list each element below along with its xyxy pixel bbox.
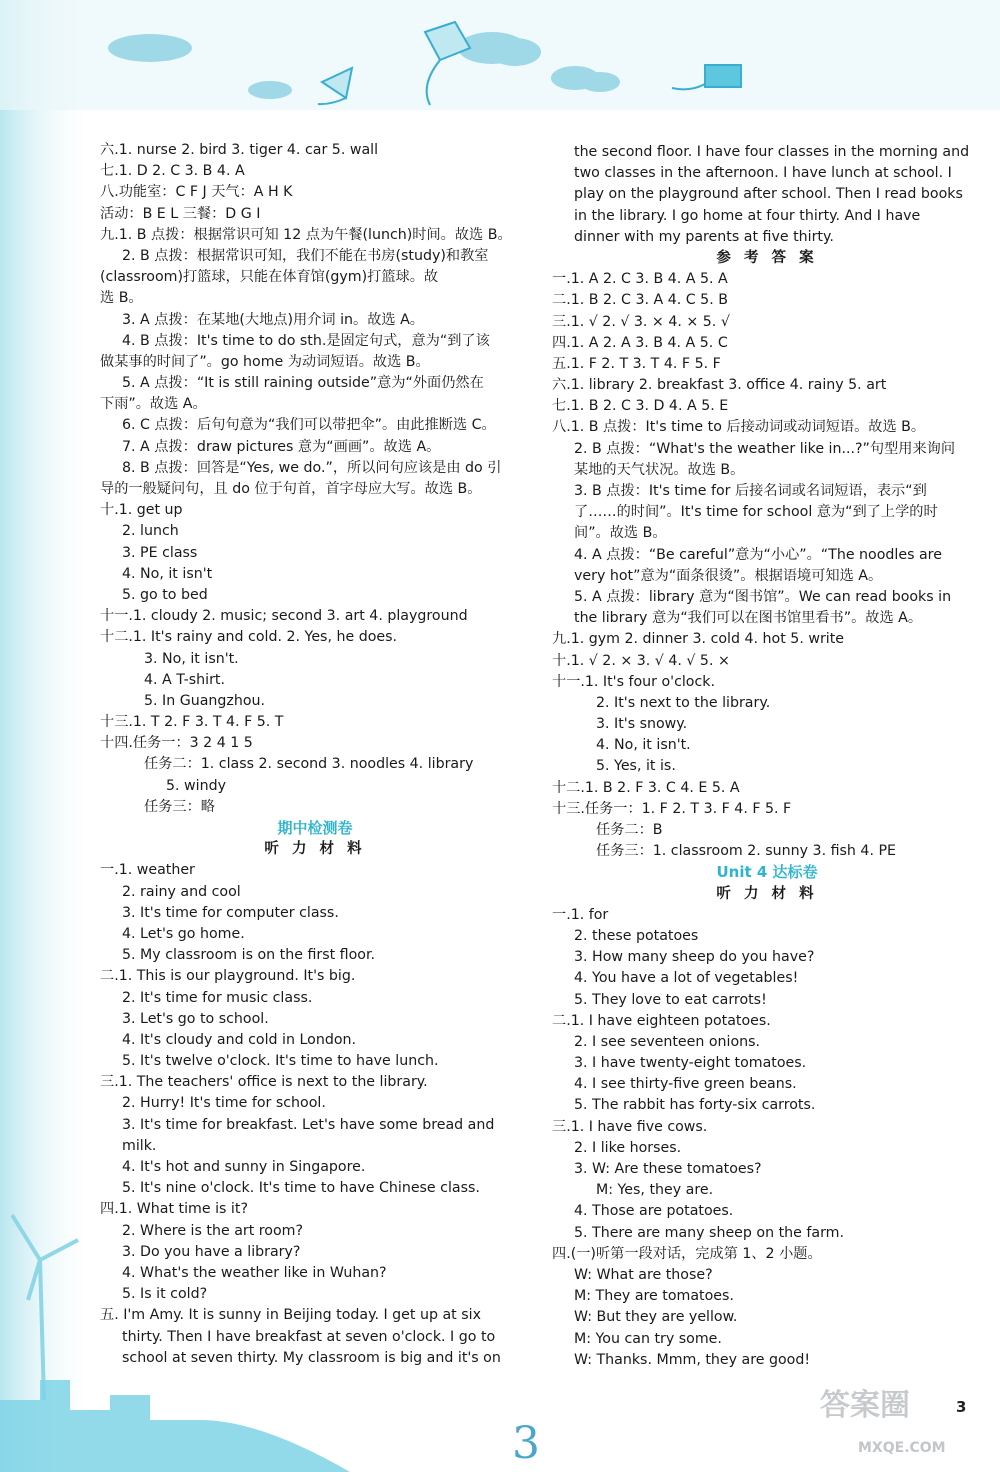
right-line: 听 力 材 料 [716, 885, 818, 902]
right-line: 3. W: Are these tomatoes? [574, 1161, 762, 1177]
right-line: 5. There are many sheep on the farm. [574, 1224, 844, 1241]
left-line: 活动：B E L 三餐：D G I [100, 205, 261, 222]
right-line: the second floor. I have four classes in the morning and [574, 144, 970, 160]
left-line: 任务二：1. class 2. second 3. noodles 4. library [144, 756, 474, 773]
left-line: 四.1. What time is it? [100, 1201, 248, 1218]
right-line: 5. Yes, it is. [596, 758, 676, 775]
left-line: 5. It's nine o'clock. It's time to have Chinese class. [122, 1180, 480, 1197]
left-line: 十三.1. T 2. F 3. T 4. F 5. T [100, 714, 284, 731]
right-line: 某地的天气状况。故选 B。 [574, 461, 745, 478]
left-line: 5. windy [166, 777, 226, 794]
left-line: 六.1. nurse 2. bird 3. tiger 4. car 5. wall [100, 142, 379, 158]
left-line: 一.1. weather [100, 862, 195, 879]
left-line: 5. My classroom is on the first floor. [122, 947, 376, 964]
right-line: 七.1. B 2. C 3. D 4. A 5. E [552, 398, 729, 415]
right-line: 2. these potatoes [574, 927, 699, 944]
left-line: 5. In Guangzhou. [144, 692, 266, 709]
left-line: 3. It's time for breakfast. Let's have some bread and [122, 1116, 495, 1133]
city-skyline [0, 1380, 350, 1472]
right-line: 六.1. library 2. breakfast 3. office 4. rainy 5. art [552, 377, 887, 394]
left-line: 4. No, it isn't [122, 565, 213, 582]
right-line: 任务三：1. classroom 2. sunny 3. fish 4. PE [596, 843, 896, 860]
left-line: 做某事的时间了”。go home 为动词短语。故选 B。 [100, 353, 430, 370]
right-line: 2. I like horses. [574, 1139, 682, 1156]
left-line: 九.1. B 点拨：根据常识可知 12 点为午餐(lunch)时间。故选 B。 [100, 226, 512, 243]
left-line: 3. PE class [122, 544, 198, 561]
watermark-logo: 答案圈 [820, 1388, 910, 1423]
right-line: two classes in the afternoon. I have lunch at school. I [574, 165, 952, 182]
right-line: W: Thanks. Mmm, they are good! [574, 1351, 811, 1368]
right-line: 4. Those are potatoes. [574, 1203, 734, 1220]
left-column [100, 140, 530, 1369]
right-line: 参 考 答 案 [716, 249, 818, 266]
left-line: 2. lunch [122, 523, 179, 540]
left-line: 下雨”。故选 A。 [100, 396, 207, 413]
right-line: 4. I see thirty-five green beans. [574, 1076, 797, 1093]
right-line: 5. The rabbit has forty-six carrots. [574, 1097, 816, 1114]
left-line: thirty. Then I have breakfast at seven o'clock. I go to [122, 1328, 496, 1345]
right-line: 4. No, it isn't. [596, 737, 691, 754]
right-line: 3. It's snowy. [596, 716, 688, 733]
left-line: 十一.1. cloudy 2. music; second 3. art 4. playground [100, 608, 468, 625]
left-line: 选 B。 [100, 290, 143, 307]
left-line: 十二.1. It's rainy and cold. 2. Yes, he does. [100, 629, 398, 646]
page-number: 3 [956, 1398, 967, 1416]
right-line: 4. A 点拨：“Be careful”意为“小心”。“The noodles are [574, 546, 942, 563]
left-line: 5. A 点拨：“It is still raining outside”意为“外面仍然在 [122, 375, 484, 392]
left-line: 十.1. get up [100, 502, 183, 519]
right-line: the library 意为“我们可以在图书馆里看书”。故选 A。 [574, 610, 923, 627]
right-line: 2. I see seventeen onions. [574, 1033, 761, 1050]
right-line: play on the playground after school. Then I read books [574, 186, 963, 203]
left-line: 4. It's cloudy and cold in London. [122, 1031, 357, 1048]
left-line: 4. Let's go home. [122, 925, 245, 942]
right-line: 3. B 点拨：It's time for 后接名词或名词短语，表示“到 [574, 483, 927, 499]
right-line: 3. I have twenty-eight tomatoes. [574, 1055, 807, 1072]
right-line: dinner with my parents at five thirty. [574, 228, 834, 245]
right-line: 任务二：B [596, 822, 663, 838]
watermark-url: MXQE.COM [858, 1440, 946, 1456]
right-line: 了……的时间”。It's time for school 意为“到了上学的时 [574, 504, 938, 521]
right-line: 一.1. A 2. C 3. B 4. A 5. A [552, 271, 728, 288]
right-line: Unit 4 达标卷 [716, 863, 818, 882]
left-line: 4. B 点拨：It's time to do sth.是固定句式，意为“到了该 [122, 332, 490, 349]
right-line: 四.1. A 2. A 3. B 4. A 5. C [552, 334, 728, 351]
left-line: milk. [122, 1137, 157, 1154]
left-line: 3. No, it isn't. [144, 650, 239, 667]
left-line: 5. It's twelve o'clock. It's time to have lunch. [122, 1053, 439, 1070]
right-line: 3. How many sheep do you have? [574, 949, 815, 966]
left-line: 3. A 点拨：在某地(大地点)用介词 in。故选 A。 [122, 311, 424, 328]
right-line: W: What are those? [574, 1266, 713, 1283]
left-line: school at seven thirty. My classroom is big and it's on [122, 1349, 501, 1366]
right-line: 5. They love to eat carrots! [574, 991, 767, 1008]
left-line: 五. I'm Amy. It is sunny in Beijing today. I get up at six [100, 1307, 481, 1324]
left-line: 5. Is it cold? [122, 1286, 208, 1303]
left-line: 6. C 点拨：后句句意为“我们可以带把伞”。由此推断选 C。 [122, 417, 496, 434]
left-line: 7. A 点拨：draw pictures 意为“画画”。故选 A。 [122, 438, 441, 455]
left-line: 3. Do you have a library? [122, 1243, 301, 1260]
right-line: in the library. I go home at four thirty. And I have [574, 207, 921, 224]
right-line: 十三.任务一：1. F 2. T 3. F 4. F 5. F [552, 800, 792, 817]
left-line: 导的一般疑问句，且 do 位于句首，首字母应大写。故选 B。 [100, 481, 482, 497]
right-line: 十一.1. It's four o'clock. [552, 673, 716, 690]
left-line: 任务三：略 [144, 798, 215, 815]
left-line: 十四.任务一：3 2 4 1 5 [100, 735, 253, 752]
right-line: 三.1. I have five cows. [552, 1118, 708, 1135]
right-line: 2. It's next to the library. [596, 694, 771, 711]
left-line: 2. Where is the art room? [122, 1222, 304, 1239]
right-line: 二.1. I have eighteen potatoes. [552, 1012, 771, 1029]
left-margin-tint [0, 0, 95, 1472]
left-line: 2. It's time for music class. [122, 989, 313, 1006]
right-line: 4. You have a lot of vegetables! [574, 970, 799, 987]
right-line: 四.(一)听第一段对话，完成第 1、2 小题。 [552, 1245, 822, 1262]
right-line: 三.1. √ 2. √ 3. × 4. × 5. √ [552, 313, 730, 330]
right-column [552, 142, 982, 1371]
left-line: 3. It's time for computer class. [122, 904, 339, 921]
left-line: 8. B 点拨：回答是“Yes, we do.”，所以问句应该是由 do 引 [122, 459, 502, 476]
left-line: 2. B 点拨：根据常识可知，我们不能在书房(study)和教室 [122, 247, 489, 264]
left-line: 4. A T-shirt. [144, 671, 225, 688]
right-line: M: Yes, they are. [596, 1182, 714, 1199]
right-line: 九.1. gym 2. dinner 3. cold 4. hot 5. write [552, 631, 845, 648]
left-line: (classroom)打篮球，只能在体育馆(gym)打篮球。故 [100, 269, 439, 286]
right-line: 一.1. for [552, 906, 609, 923]
right-line: 十二.1. B 2. F 3. C 4. E 5. A [552, 779, 740, 796]
right-line: M: They are tomatoes. [574, 1288, 734, 1305]
left-line: 3. Let's go to school. [122, 1010, 269, 1027]
left-line: 2. rainy and cool [122, 883, 241, 900]
left-line: 听 力 材 料 [264, 841, 366, 858]
right-line: M: You can try some. [574, 1330, 722, 1347]
left-line: 2. Hurry! It's time for school. [122, 1095, 326, 1112]
left-line: 三.1. The teachers' office is next to the library. [100, 1074, 428, 1091]
right-line: 5. A 点拨：library 意为“图书馆”。We can read books in [574, 588, 952, 605]
left-line: 八.功能室：C F J 天气：A H K [100, 184, 293, 201]
right-line: 间”。故选 B。 [574, 525, 667, 542]
left-line: 5. go to bed [122, 586, 208, 603]
left-line: 期中检测卷 [277, 819, 353, 837]
handwritten-page-mark: 3 [512, 1418, 540, 1469]
left-line: 七.1. D 2. C 3. B 4. A [100, 163, 245, 180]
right-line: 十.1. √ 2. × 3. √ 4. √ 5. × [552, 652, 730, 669]
right-line: 2. B 点拨：“What's the weather like in...?”句型用来询问 [574, 440, 956, 457]
right-line: 八.1. B 点拨：It's time to 后接动词或动词短语。故选 B。 [552, 419, 926, 436]
right-line: 五.1. F 2. T 3. T 4. F 5. F [552, 355, 721, 372]
right-line: W: But they are yellow. [574, 1309, 738, 1326]
right-line: very hot”意为“面条很烫”。根据语境可知选 A。 [574, 567, 883, 584]
left-line: 4. It's hot and sunny in Singapore. [122, 1159, 366, 1175]
left-line: 4. What's the weather like in Wuhan? [122, 1264, 387, 1281]
left-line: 二.1. This is our playground. It's big. [100, 968, 356, 985]
right-line: 二.1. B 2. C 3. A 4. C 5. B [552, 292, 728, 309]
